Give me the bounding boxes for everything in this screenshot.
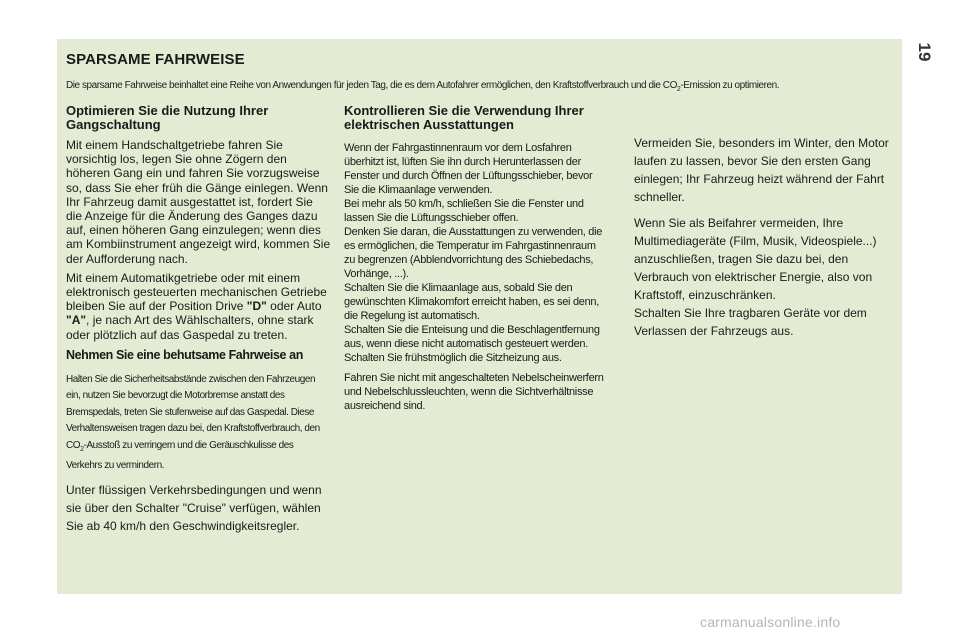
careful-text-b: -Ausstoß zu verringern und die Geräuschkulisse des Verkehrs zu vermindern.	[66, 439, 294, 472]
co2-subscript: 2	[80, 445, 84, 453]
intro-text	[66, 80, 896, 93]
column-gear-shift	[66, 104, 331, 535]
paragraph-defrost: Schalten Sie die Enteisung und die Beschlagentfernung aus, wenn diese nicht automatisch gesteuert werden.	[344, 324, 600, 350]
intro-text-a: Die sparsame Fahrweise beinhaltet eine Reihe von Anwendungen für jeden Tag, die es dem Autofahrer ermöglichen, den Kraftstoffverbrauch und die CO	[66, 80, 677, 91]
page-title: SPARSAME FAHRWEISE	[66, 51, 245, 68]
automatic-text-c: , je nach Art des Wählschalters, ohne stark oder plötzlich auf das Gaspedal zu treten.	[66, 313, 314, 342]
page-number: 19	[915, 42, 934, 62]
paragraph-seat-heating: Schalten Sie frühstmöglich die Sitzheizung aus.	[344, 352, 562, 364]
paragraph-air-conditioning: Schalten Sie die Klimaanlage aus, sobald Sie den gewünschten Klimakomfort erreicht haben, es sei denn, die Regelung ist automatisch.	[344, 282, 599, 322]
column-electrical-equipment	[344, 104, 609, 417]
paragraph-ventilation: Wenn der Fahrgastinnenraum vor dem Losfahren überhitzt ist, lüften Sie ihn durch Herunterlassen der Fenster und durch Öffnen der Lüftungsschieber, bevor Sie die Klimaanlage verwenden.	[344, 142, 593, 196]
paragraph-careful-driving	[66, 372, 331, 475]
watermark: carmanualsonline.info	[700, 614, 841, 630]
paragraph-automatic-gearbox	[66, 271, 331, 342]
drive-position-label: "D"	[246, 299, 267, 314]
paragraph-portable-devices: Schalten Sie Ihre tragbaren Geräte vor dem Verlassen der Fahrzeugs aus.	[634, 306, 867, 338]
auto-position-label: "A"	[66, 313, 87, 328]
paragraph-engine-warmup: Vermeiden Sie, besonders im Winter, den Motor laufen zu lassen, bevor Sie den ersten Gang einlegen; Ihr Fahrzeug heizt während der Fahrt schneller.	[634, 136, 889, 204]
paragraph-manual-gearbox: Mit einem Handschaltgetriebe fahren Sie vorsichtig los, legen Sie ohne Zögern den höheren Gang ein und fahren Sie vorzugsweise so, dass Sie eher früh die Gänge einlegen. Wenn Ihr Fahrzeug damit ausgestattet ist, fordert Sie die Anzeige für die Änderung des Ganges dazu auf, einen höheren Gang einzulegen; wenn dies am Kombiinstrument angezeigt wird, kommen Sie der Aufforderung nach.	[66, 138, 331, 266]
intro-subscript: 2	[676, 86, 681, 93]
paragraph-temperature: Denken Sie daran, die Ausstattungen zu verwenden, die es ermöglichen, die Temperatur im Fahrgastinnenraum zu begrenzen (Abblendvorrichtung des Schiebedachs, Vorhänge, ...).	[344, 226, 603, 280]
paragraph-windows: Bei mehr als 50 km/h, schließen Sie die Fenster und lassen Sie die Lüftungsschieber offen.	[344, 198, 584, 224]
subheading-careful-driving: Nehmen Sie eine behutsame Fahrweise an	[66, 347, 303, 362]
heading-gear-shift: Optimieren Sie die Nutzung Ihrer Gangschaltung	[66, 103, 269, 132]
intro-text-b: -Emission zu optimieren.	[680, 80, 780, 91]
column-additional-tips	[634, 134, 896, 348]
paragraph-cruise-control: Unter flüssigen Verkehrsbedingungen und wenn sie über den Schalter "Cruise" verfügen, wählen Sie ab 40 km/h den Geschwindigkeitsregler.	[66, 482, 322, 533]
heading-electrical-equipment: Kontrollieren Sie die Verwendung Ihrer elektrischen Ausstattungen	[344, 103, 584, 132]
careful-text-a: Halten Sie die Sicherheitsabstände zwischen den Fahrzeugen ein, nutzen Sie bevorzugt die Motorbremse anstatt des Bremspedals, treten Sie stufenweise auf das Gaspedal. Diese Verhaltensweisen tragen dazu bei, den Kraftstoffverbrauch, den CO	[66, 373, 320, 451]
paragraph-multimedia: Wenn Sie als Beifahrer vermeiden, Ihre Multimediageräte (Film, Musik, Videospiele...) anzuschließen, tragen Sie dazu bei, den Verbrauch von elektrischer Energie, also von Kraftstoff, einzuschränken.	[634, 216, 877, 302]
automatic-text-a: Mit einem Automatikgetriebe oder mit einem elektronisch gesteuerten mechanischen Getriebe bleiben Sie auf der Position Drive	[66, 270, 327, 314]
automatic-text-b: oder Auto	[266, 299, 322, 314]
paragraph-fog-lights: Fahren Sie nicht mit angeschalteten Nebelscheinwerfern und Nebelschlussleuchten, wenn die Sichtverhältnisse ausreichend sind.	[344, 372, 604, 412]
